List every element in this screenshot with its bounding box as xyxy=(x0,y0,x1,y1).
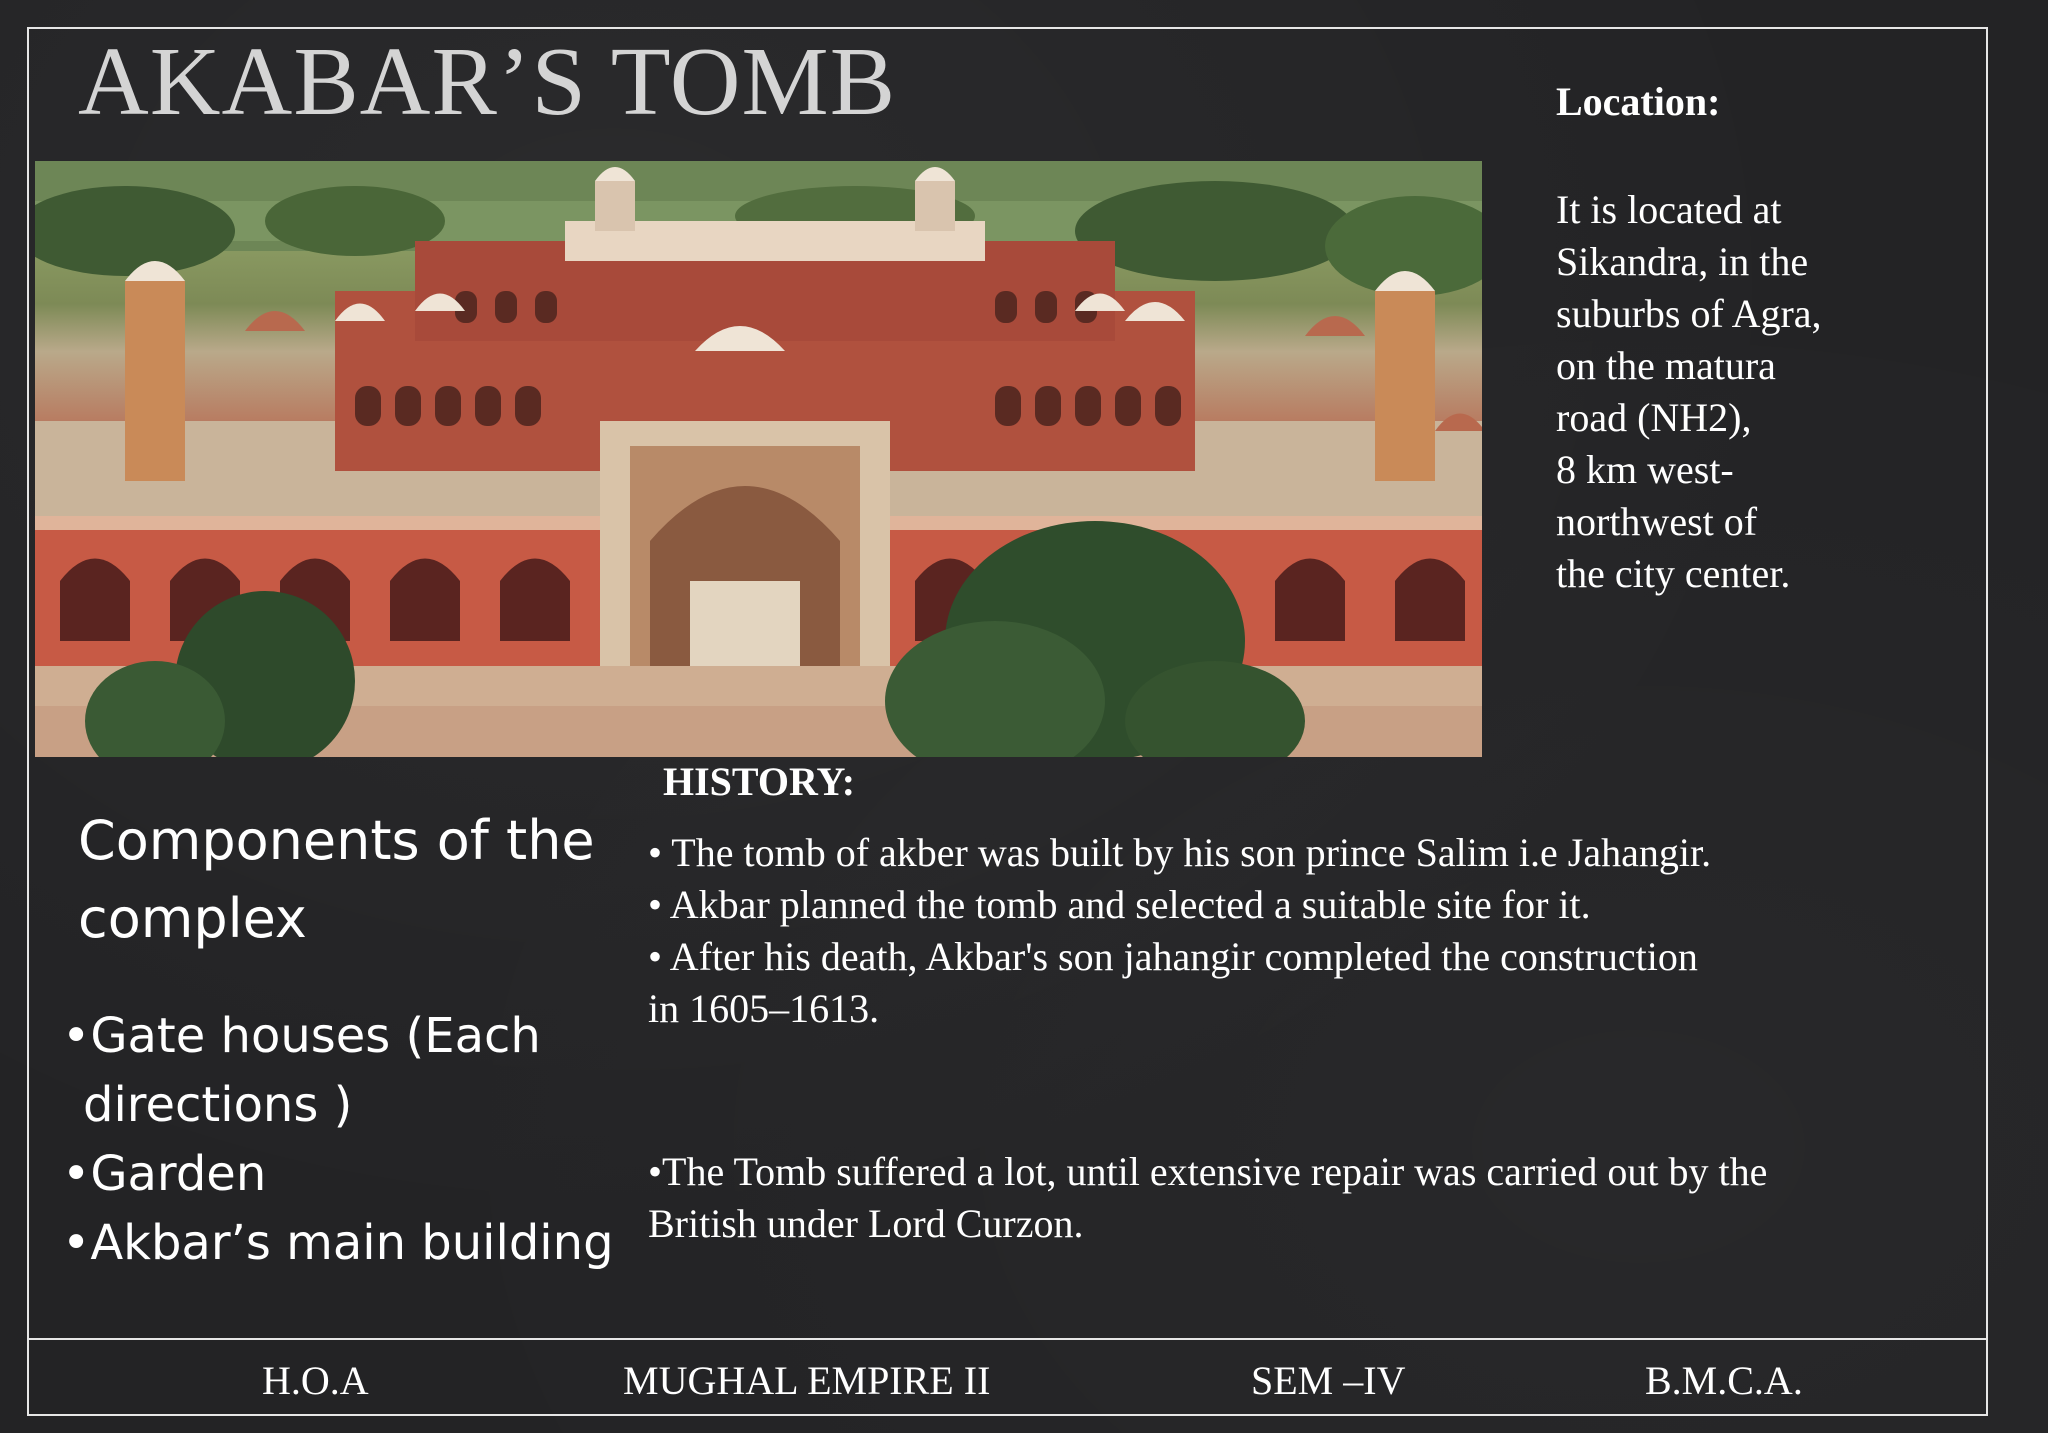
location-heading: Location: xyxy=(1556,79,1721,124)
history-text xyxy=(648,827,1711,1035)
components-heading xyxy=(78,802,638,958)
history-bullet: • After his death, Akbar's son jahangir completed the construction xyxy=(648,934,1698,979)
location-line: 8 km west- xyxy=(1556,447,1734,492)
location-line: suburbs of Agra, xyxy=(1556,291,1822,336)
components-heading-line: Components of the xyxy=(78,809,595,872)
history-note-line: •The Tomb suffered a lot, until extensive repair was carried out by the xyxy=(648,1149,1768,1194)
location-line: Sikandra, in the xyxy=(1556,239,1809,284)
list-item: •Garden xyxy=(62,1146,267,1202)
location-line: northwest of xyxy=(1556,499,1758,544)
history-bullet-continuation: in 1605–1613. xyxy=(648,986,880,1031)
history-note xyxy=(648,1146,1968,1250)
list-item: •Akbar’s main building xyxy=(62,1215,614,1271)
footer-course: H.O.A xyxy=(262,1358,369,1403)
footer-topic: MUGHAL EMPIRE II xyxy=(623,1358,991,1403)
footer-divider xyxy=(27,1338,1988,1340)
components-list xyxy=(62,1002,614,1278)
location-line: It is located at xyxy=(1556,187,1782,232)
history-bullet: • The tomb of akber was built by his son prince Salim i.e Jahangir. xyxy=(648,830,1712,875)
footer-program: B.M.C.A. xyxy=(1645,1358,1803,1403)
list-item: directions ) xyxy=(83,1077,353,1133)
components-heading-line: complex xyxy=(78,887,307,950)
history-bullet: • Akbar planned the tomb and selected a suitable site for it. xyxy=(648,882,1591,927)
history-heading: HISTORY: xyxy=(663,759,856,804)
history-note-line: British under Lord Curzon. xyxy=(648,1201,1084,1246)
tomb-illustration xyxy=(35,161,1482,757)
footer-semester: SEM –IV xyxy=(1251,1358,1406,1403)
location-line: on the matura xyxy=(1556,343,1776,388)
list-item: •Gate houses (Each xyxy=(62,1008,541,1064)
location-line: road (NH2), xyxy=(1556,395,1752,440)
slide-title: AKABAR’S TOMB xyxy=(78,28,897,136)
tomb-photo xyxy=(35,161,1482,757)
location-text xyxy=(1556,184,1976,600)
location-line: the city center. xyxy=(1556,551,1791,596)
